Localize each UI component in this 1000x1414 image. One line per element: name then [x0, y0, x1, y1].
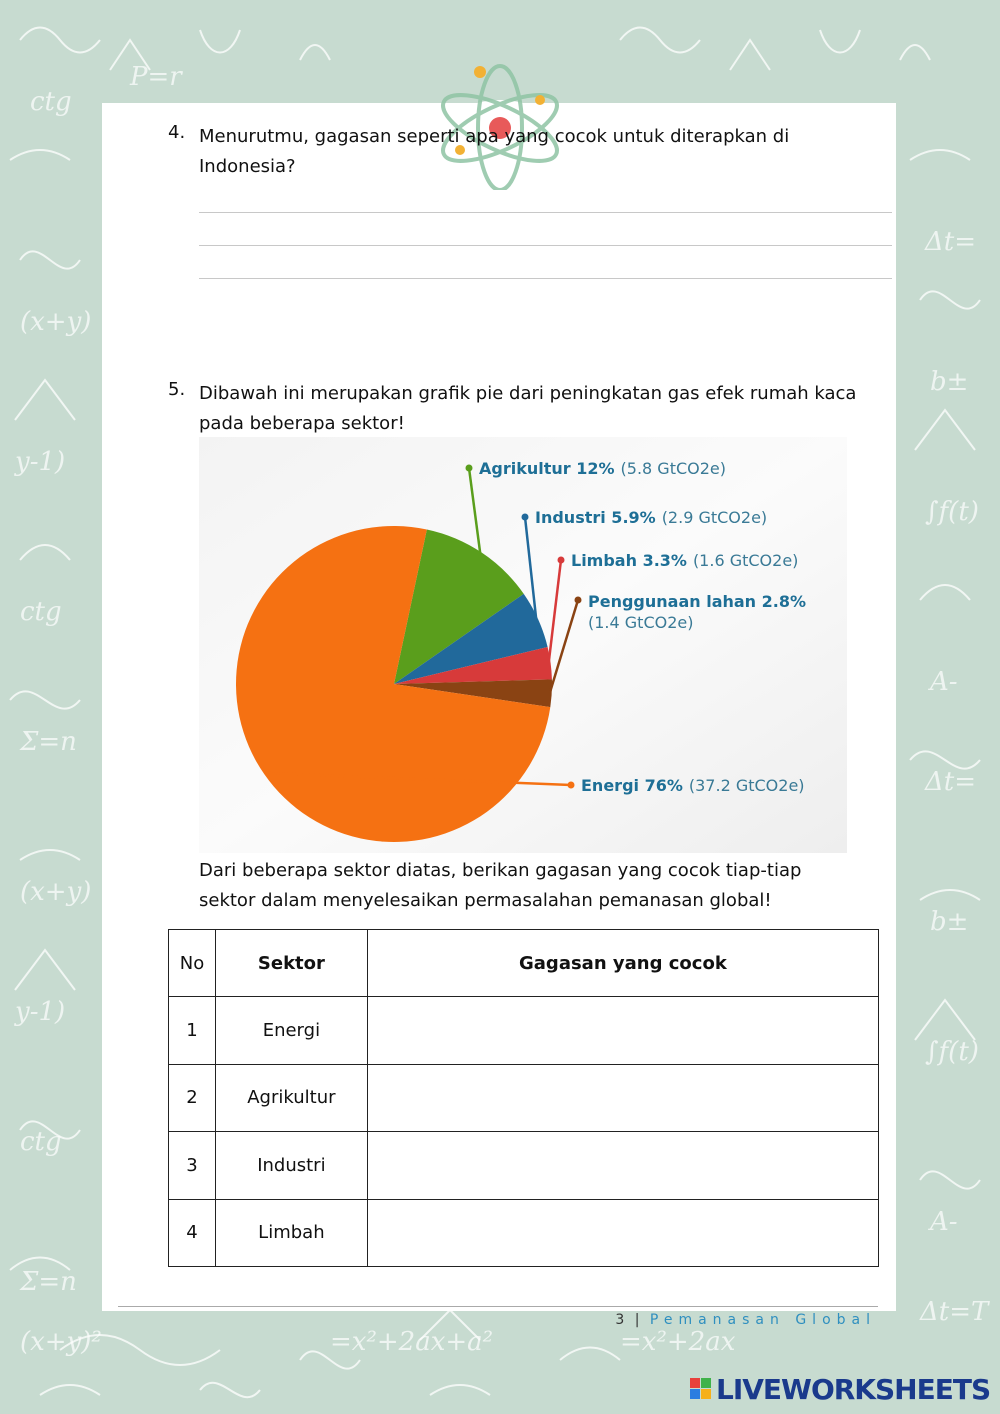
leader-dot-industri: [522, 514, 529, 521]
idea-input-cell[interactable]: [367, 1132, 878, 1199]
page-footer: [0, 1312, 876, 1328]
svg-text:=x²+2ax: =x²+2ax: [620, 1327, 736, 1357]
header-no: No: [169, 930, 216, 997]
leader-dot-penggunaan-lahan: [575, 597, 582, 604]
idea-input-cell[interactable]: [367, 1199, 878, 1266]
table-row: [169, 1132, 879, 1199]
svg-text:y-1): y-1): [15, 447, 66, 477]
svg-text:(x+y)²: (x+y)²: [20, 1327, 102, 1357]
idea-input-cell[interactable]: [367, 997, 878, 1064]
svg-text:=x²+2ax+a²: =x²+2ax+a²: [330, 1327, 494, 1357]
footer-separator: |: [634, 1312, 640, 1328]
pie-chart: [199, 437, 847, 853]
svg-text:Σ=n: Σ=n: [20, 727, 77, 757]
row-number: 4: [169, 1199, 216, 1266]
question-5-text: Dibawah ini merupakan grafik pie dari peningkatan gas efek rumah kaca pada beberapa sektor!: [199, 383, 857, 434]
answer-line-3[interactable]: [199, 278, 892, 279]
row-number: 3: [169, 1132, 216, 1199]
svg-text:b±: b±: [930, 907, 969, 937]
svg-text:ctg: ctg: [30, 87, 72, 117]
svg-text:Δt=: Δt=: [925, 767, 977, 797]
leader-dot-energi: [568, 782, 575, 789]
page-number: 3: [615, 1312, 625, 1328]
svg-text:(x+y): (x+y): [20, 307, 92, 337]
row-sector: Energi: [215, 997, 367, 1064]
svg-text:∫f(t): ∫f(t): [925, 497, 979, 527]
pie-label-limbah: Limbah 3.3% (1.6 GtCO2e): [571, 551, 799, 570]
row-sector: Industri: [215, 1132, 367, 1199]
ideas-table: [168, 929, 879, 1267]
question-4-text: Menurutmu, gagasan seperti apa yang cocok untuk diterapkan di Indonesia?: [199, 126, 790, 177]
svg-text:Σ=n: Σ=n: [20, 1267, 77, 1297]
svg-text:Δt=T: Δt=T: [920, 1297, 989, 1327]
question-5-instruction: Dari beberapa sektor diatas, berikan gagasan yang cocok tiap-tiap sektor dalam menyelesaikan permasalahan pemanasan global!: [199, 860, 802, 911]
pie-label-penggunaan-lahan: Penggunaan lahan 2.8% (1.4 GtCO2e): [588, 592, 807, 632]
header-sektor: Sektor: [215, 930, 367, 997]
row-number: 1: [169, 997, 216, 1064]
question-4-number: 4.: [168, 122, 186, 143]
footer-title: Pemanasan Global: [649, 1312, 876, 1328]
svg-text:A-: A-: [930, 667, 958, 697]
pie-label-agrikultur: Agrikultur 12% (5.8 GtCO2e): [479, 459, 727, 478]
table-header-row: [169, 930, 879, 997]
svg-text:y-1): y-1): [15, 997, 66, 1027]
idea-input-cell[interactable]: [367, 1064, 878, 1131]
row-number: 2: [169, 1064, 216, 1131]
svg-text:(x+y): (x+y): [20, 877, 92, 907]
answer-line-1[interactable]: [199, 212, 892, 213]
leader-dot-limbah: [558, 557, 565, 564]
table-row: [169, 1199, 879, 1266]
row-sector: Agrikultur: [215, 1064, 367, 1131]
leader-dot-agrikultur: [466, 465, 473, 472]
header-gagasan: Gagasan yang cocok: [367, 930, 878, 997]
pie-label-energi: Energi 76% (37.2 GtCO2e): [581, 776, 805, 795]
svg-text:∫f(t): ∫f(t): [925, 1037, 979, 1067]
svg-text:b±: b±: [930, 367, 969, 397]
liveworksheets-logo: [690, 1372, 990, 1406]
question-5-number: 5.: [168, 379, 186, 400]
svg-text:ctg: ctg: [20, 597, 62, 627]
table-row: [169, 997, 879, 1064]
table-row: [169, 1064, 879, 1131]
pie-label-industri: Industri 5.9% (2.9 GtCO2e): [535, 508, 768, 527]
liveworksheets-text: LIVEWORKSHEETS: [716, 1372, 991, 1406]
liveworksheets-icon: [690, 1378, 712, 1400]
footer-divider: [118, 1306, 878, 1307]
svg-text:Δt=: Δt=: [925, 227, 977, 257]
svg-text:P=r: P=r: [130, 62, 182, 92]
svg-text:ctg: ctg: [20, 1127, 62, 1157]
answer-line-2[interactable]: [199, 245, 892, 246]
row-sector: Limbah: [215, 1199, 367, 1266]
svg-text:A-: A-: [930, 1207, 958, 1237]
